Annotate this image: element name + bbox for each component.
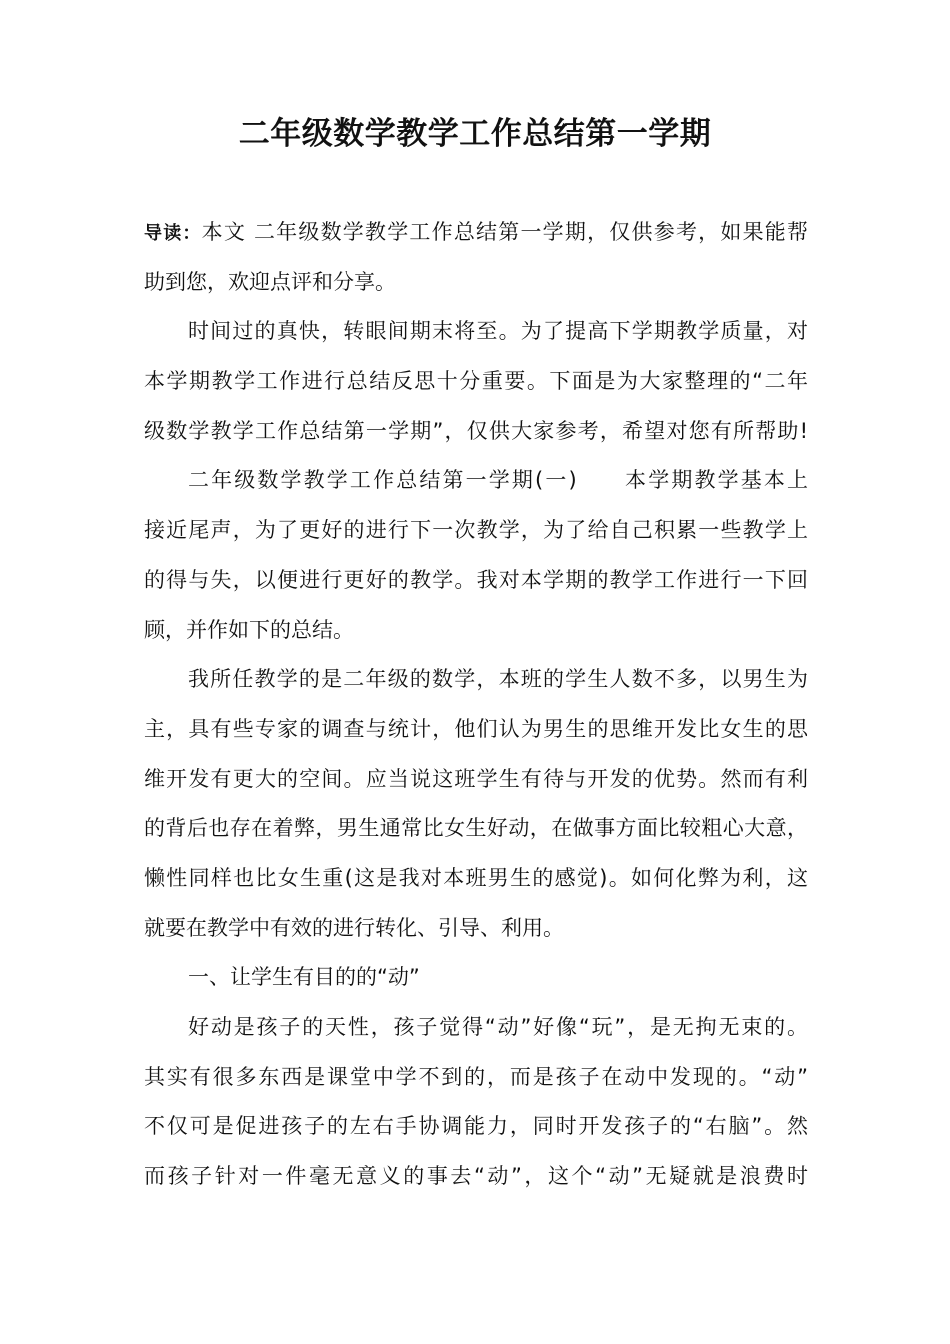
paragraph-line: 级数学教学工作总结第一学期”，仅供大家参考，希望对您有所帮助! [144, 418, 808, 443]
section-heading: 一、让学生有目的的“动” [188, 965, 420, 990]
intro-label: 导读： [144, 223, 202, 244]
paragraph-line: 本学期教学工作进行总结反思十分重要。下面是为大家整理的“二年 [144, 369, 808, 394]
paragraph-line: 维开发有更大的空间。应当说这班学生有待与开发的优势。然而有利 [144, 766, 808, 791]
paragraph-line: 而孩子针对一件毫无意义的事去“动”，这个“动”无疑就是浪费时 [144, 1164, 808, 1189]
paragraph-line: 二年级数学教学工作总结第一学期(一) 本学期教学基本上 [188, 468, 808, 493]
intro-line [144, 208, 808, 258]
intro-line: 助到您，欢迎点评和分享。 [144, 269, 396, 294]
paragraph-line: 时间过的真快，转眼间期末将至。为了提高下学期教学质量，对 [188, 319, 808, 344]
document-body [144, 208, 808, 1202]
paragraph-line: 好动是孩子的天性，孩子觉得“动”好像“玩”，是无拘无束的。 [188, 1015, 808, 1039]
paragraph-line: 主，具有些专家的调查与统计，他们认为男生的思维开发比女生的思 [144, 716, 808, 741]
paragraph-line: 我所任教学的是二年级的数学，本班的学生人数不多，以男生为 [188, 667, 808, 692]
paragraph-line: 就要在教学中有效的进行转化、引导、利用。 [144, 915, 564, 940]
paragraph-line: 的得与失，以便进行更好的教学。我对本学期的教学工作进行一下回 [144, 567, 808, 592]
paragraph-line: 不仅可是促进孩子的左右手协调能力，同时开发孩子的“右脑”。然 [144, 1114, 808, 1139]
paragraph-line: 接近尾声，为了更好的进行下一次教学，为了给自己积累一些教学上 [144, 518, 808, 543]
paragraph-line: 懒性同样也比女生重(这是我对本班男生的感觉)。如何化弊为利，这 [144, 865, 808, 890]
paragraph-line: 其实有很多东西是课堂中学不到的，而是孩子在动中发现的。“动” [144, 1064, 808, 1089]
paragraph-line: 顾，并作如下的总结。 [144, 617, 354, 642]
intro-text: 本文 二年级数学教学工作总结第一学期，仅供参考，如果能帮 [201, 220, 808, 244]
document-title: 二年级数学教学工作总结第一学期 [238, 116, 712, 152]
paragraph-line: 的背后也存在着弊，男生通常比女生好动，在做事方面比较粗心大意， [144, 816, 808, 841]
